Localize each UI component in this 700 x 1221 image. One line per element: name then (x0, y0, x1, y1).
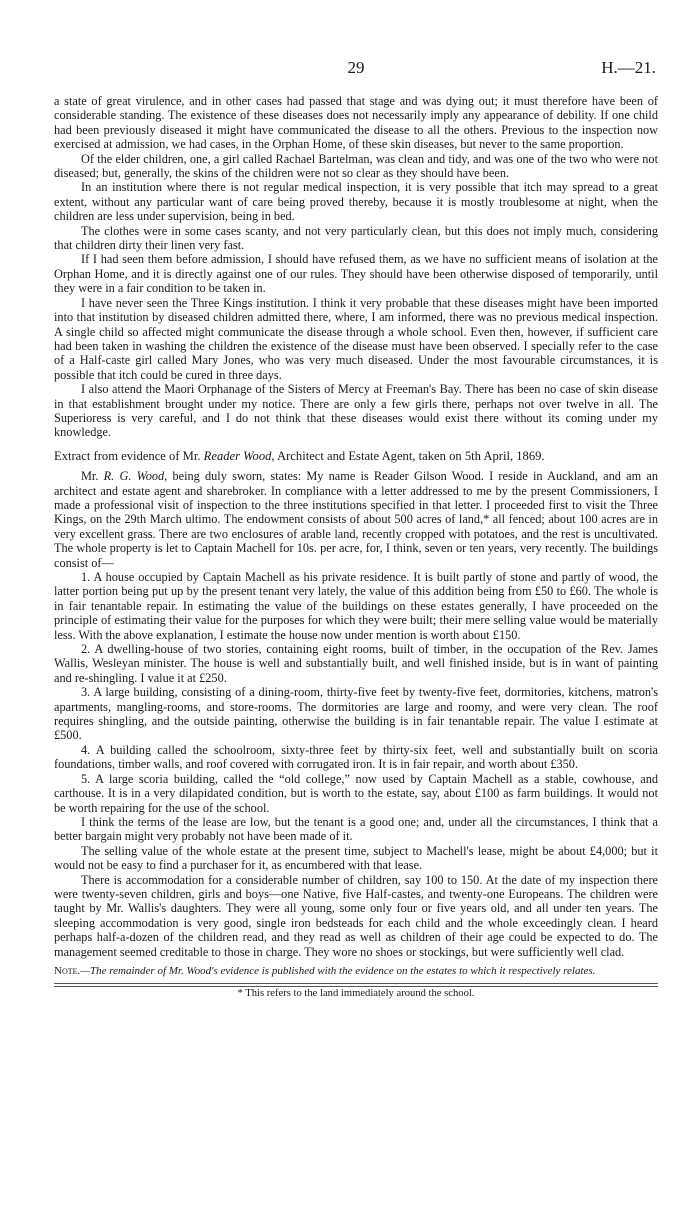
note-label: Note. (54, 964, 81, 977)
evidence-intro-after: , being duly sworn, states: My name is Reader Gilson Wood. I reside in Auckland, and am an architect and estate agent and sharebroker. In compliance with a letter addressed to me by the present Commissioners, I made a professional visit of inspection to the three institutions specified in that letter. I proceeded first to visit the Three Kings, on the 29th March ultimo. The endowment consists of about 500 acres of land,* all fenced; about 100 acres are in very excellent grass. There are two enclosures of arable land, recently cropped with potatoes, and the rest is uncultivated. The whole property is let to Captain Machell for 10s. per acre, for, I think, seven or ten years, very recently. The buildings consist of— (54, 469, 658, 570)
evidence-paragraph: 4. A building called the schoolroom, sixty-three feet by thirty-six feet, well and substantially built on scoria foundations, timber walls, and roof covered with corrugated iron. It is in fair repair, and worth about £350. (54, 742, 658, 772)
paragraph: I have never seen the Three Kings institution. I think it very probable that these diseases might have been imported into that institution by diseased children admitted there, where, I am informed, there was no previous medical inspection. A single child so affected might communicate the disease through a whole school. Even then, however, if sufficient care had been taken in washing the children the existence of the disease must have been observed. I specially refer to the case of a Half-caste girl called Mary Jones, who was very much diseased. Under the most favourable circumstances, it is possible that itch could be cured in three days. (54, 295, 658, 382)
evidence-paragraph: I think the terms of the lease are low, but the tenant is a good one; and, under all the circumstances, I think that a better bargain might very probably not have been made of it. (54, 814, 658, 844)
paragraph: If I had seen them before admission, I should have refused them, as we have no sufficient means of isolation at the Orphan Home, and it is directly against one of our rules. They should have been otherwise disposed of temporarily, until they were in a fair condition to be taken in. (54, 252, 658, 296)
paragraph: The clothes were in some cases scanty, and not very particularly clean, but this does not imply much, considering that children dirty their linen very fast. (54, 223, 658, 253)
footnote: * This refers to the land immediately around the school. (237, 988, 475, 1000)
evidence-intro (54, 469, 658, 570)
paragraph: a state of great virulence, and in other cases had passed that stage and was dying out; it must therefore have been of considerable standing. The existence of these diseases does not necessarily imply any appearance of debility. If one child had been previously diseased it might have communicated the disease to all the others. Previous to the inspection now exercised at admission, we had cases, in the Orphan Home, of these skin diseases, but never to the same proportion. (54, 94, 658, 152)
page-header (54, 58, 658, 80)
extract-heading (54, 449, 658, 463)
editorial-note (54, 965, 658, 979)
extract-heading-name: Reader Wood (203, 448, 272, 463)
evidence-intro-name: R. G. Wood (103, 469, 165, 484)
evidence-paragraph: 3. A large building, consisting of a dining-room, thirty-five feet by twenty-five feet, dormitories, kitchens, matron's apartments, mangling-rooms, and store-rooms. The dormitories are large and roomy, and were very clean. The roof requires shingling, and the outside painting, otherwise the building is in fair tenantable repair. The value I estimate at £500. (54, 685, 658, 743)
paragraph: I also attend the Maori Orphanage of the Sisters of Mercy at Freeman's Bay. There has been no case of skin disease in that establishment brought under my notice. There are only a few girls there, perhaps not over twelve in all. The Superioress is very careful, and I do not think that these diseases would exist there without its coming under my knowledge. (54, 382, 658, 440)
evidence-paragraph: There is accommodation for a considerable number of children, say 100 to 150. At the date of my inspection there were twenty-seven children, girls and boys—one Native, five Half-castes, and twenty-one Europeans. The children were taught by Mr. Wallis's daughters. They were all young, some only four or five years old, and all under ten years. The sleeping accommodation is very good, single iron bedsteads for each child and the whole exceedingly clean. I heard perhaps half-a-dozen of the children read, and they read as well as children of their age could be expected to do. The management seemed creditable to those in charge. They wore no shoes or stockings, but were sufficiently well clad. (54, 872, 658, 959)
document-reference: H.—21. (601, 58, 656, 77)
evidence-paragraph: 2. A dwelling-house of two stories, containing eight rooms, built of timber, in the occupation of the Rev. James Wallis, Wesleyan minister. The house is well and substantially built, and well finished inside, but is in want of painting and re-shingling. I value it at £250. (54, 642, 658, 685)
page-number: 29 (347, 58, 365, 77)
evidence-paragraph: The selling value of the whole estate at the present time, subject to Machell's lease, might be about £4,000; but it would not be easy to find a purchaser for it, as encumbered with that lease. (54, 843, 658, 873)
paragraph: In an institution where there is not regular medical inspection, it is very possible that itch may spread to a great extent, without any particular want of care being proved thereby, because it is mostly troublesome at night, when the children are less under supervision, being in bed. (54, 180, 658, 224)
paragraph: Of the elder children, one, a girl called Rachael Bartelman, was clean and tidy, and was one of the two who were not diseased; but, generally, the skins of the children were not so clear as they should have been. (54, 151, 658, 181)
note-text: —The remainder of Mr. Wood's evidence is published with the evidence on the estates to which it respectively relates. (80, 964, 596, 977)
body-text (54, 94, 658, 1000)
extract-heading-before: Extract from evidence of Mr. (54, 448, 204, 463)
extract-heading-after: , Architect and Estate Agent, taken on 5th April, 1869. (271, 448, 545, 463)
evidence-paragraph: 1. A house occupied by Captain Machell as his private residence. It is built partly of stone and partly of wood, the latter portion being put up by the present tenant very lately, the value of this addition being from £50 to £60. The whole is in fair tenantable repair. In estimating the value of the buildings on these estates generally, I have proceeded on the principle of estimating their value for the purposes for which they were built; their mere selling value would be materially less. With the above explanation, I estimate the house now under mention is worth about £150. (54, 570, 658, 642)
evidence-paragraph: 5. A large scoria building, called the “old college,” now used by Captain Machell as a stable, cowhouse, and carthouse. It is in a very dilapidated condition, but is worth to the estate, say, about £100 as farm buildings. It would not be worth repairing for the use of the school. (54, 771, 658, 815)
evidence-intro-before: Mr. (81, 469, 104, 484)
